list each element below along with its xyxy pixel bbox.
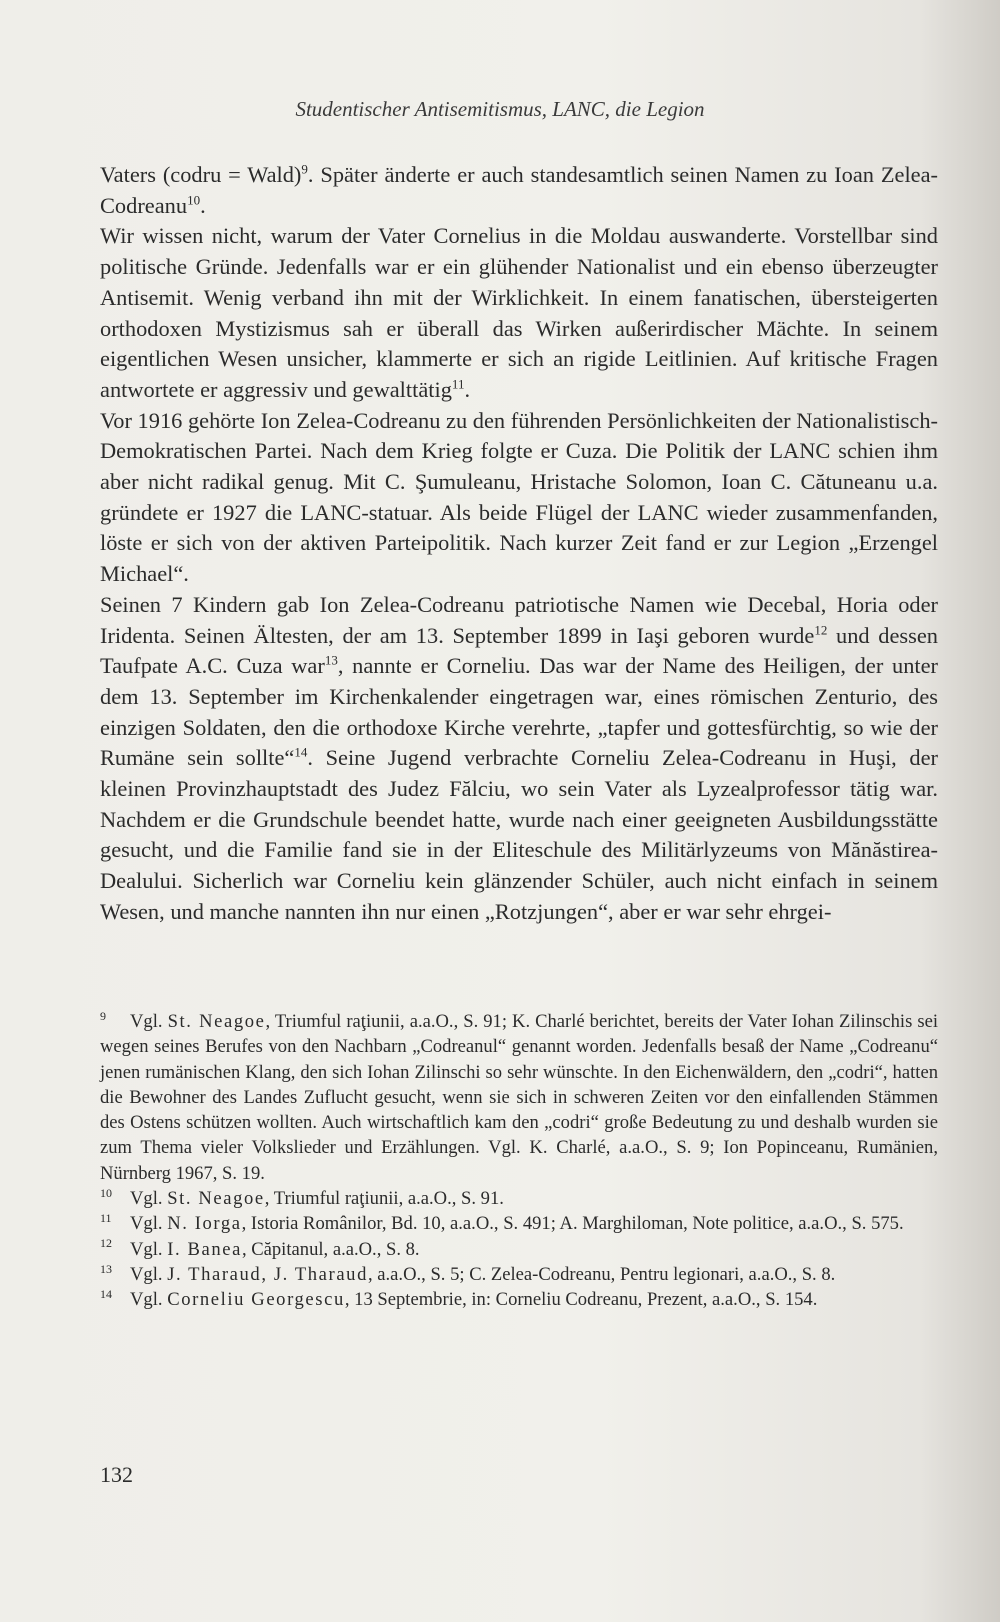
footnote: 12 Vgl. I. Banea, Căpitanul, a.a.O., S. 8. (100, 1236, 420, 1260)
footnotes (100, 1009, 938, 1313)
paragraph: Vor 1916 gehörte Ion Zelea-Codreanu zu den führenden Persönlichkeiten der Nationalistisch-Demokratischen Partei. Nach dem Krieg folgte er Cuza. Die Politik der LANC schien ihm aber nicht radikal genug. Mit C. Şumuleanu, Hristache Solomon, Ioan C. Cătuneanu u.a. gründete er 1927 die LANC-statuar. Als beide Flügel der LANC wieder zusammenfanden, löste er sich von der aktiven Parteipolitik. Nach kurzer Zeit fand er zur Legion „Erzengel Michael“. (100, 407, 938, 587)
paragraph: Seinen 7 Kindern gab Ion Zelea-Codreanu patriotische Namen wie Decebal, Horia oder Iridenta. Seinen Ältesten, der am 13. September 1899 in Iaşi geboren wurde$^{12}$ und dessen Taufpate A.C. Cuza war$^{13}$, nannte er Corneliu. Das war der Name des Heiligen, der unter dem 13. September im Kirchenkalender eingetragen war, eines römischen Zenturio, des einzigen Soldaten, den die orthodoxe Kirche verehrte, „tapfer und gottesfürchtig, so wie der Rumäne sein sollte“$^{14}$. Seine Jugend verbrachte Corneliu Zelea-Codreanu in Huşi, der kleinen Provinzhauptstadt des Judez Fălciu, wo sein Vater als Lyzealprofessor tätig war. Nachdem er die Grundschule beendet hatte, wurde nach einer geeigneten Ausbildungsstätte gesucht, und die Familie fand sie in der Eliteschule des Militärlyzeums von Mănăstirea-Dealului. Sicherlich war Corneliu kein glänzender Schüler, auch nicht einfach in seinem Wesen, und manche nannten ihn nur einen „Rotzjungen“, aber er war sehr ehrgei- (100, 591, 939, 924)
paragraph: Wir wissen nicht, warum der Vater Cornelius in die Moldau auswanderte. Vorstellbar sind politische Gründe. Jedenfalls war er ein glühender Nationalist und ein ebenso überzeugter Antisemit. Wenig verband ihn mit der Wirklichkeit. In einem fanatischen, übersteigerten orthodoxen Mystizismus sah er überall das Wirken außerirdischer Mächte. In seinem eigentlichen Wesen unsicher, klammerte er sich an rigide Leitlinien. Auf kritische Fragen antwortete er aggressiv und gewalttätig$^{11}$. (100, 223, 938, 402)
footnote-author: N. Iorga (167, 1213, 242, 1235)
footnote: 13 Vgl. J. Tharaud, J. Tharaud, a.a.O., S. 5; C. Zelea-Codreanu, Pentru legionari, a.a.O., S. 8. (100, 1261, 836, 1285)
footnote-ref: 10 (187, 192, 201, 208)
footnote: 14 Vgl. Corneliu Georgescu, 13 Septembrie, in: Corneliu Codreanu, Prezent, a.a.O., S. 154. (100, 1287, 818, 1311)
footnote-ref: 14 (294, 744, 308, 760)
paragraph: Vaters (codru = Wald)$^9$. Später änderte er auch standesamtlich seinen Namen zu Ioan Zelea-Codreanu$^{10}$. (100, 161, 938, 218)
running-header: Studentischer Antisemitismus, LANC, die Legion (295, 97, 705, 121)
footnote-ref: 13 (324, 652, 338, 668)
footnote: 11 Vgl. N. Iorga, Istoria Românilor, Bd. 10, a.a.O., S. 491; A. Marghiloman, Note politice, a.a.O., S. 575. (100, 1211, 904, 1235)
footnote: 9 Vgl. St. Neagoe, Triumful raţiunii, a.a.O., S. 91; K. Charlé berichtet, bereits der Vater Iohan Zilinschis sei wegen seines Berufes von den Nachbarn „Codreanul“ genannt worden. Jedenfalls besaß der Name „Codreanu“ jenen rumänischen Klang, den sich Iohan Zilinschi so sehr wünschte. In den Eichenwäldern, den „codri“, hatten die Bewohner des Landes Zuflucht gesucht, wenn sie sich in schweren Zeiten vor den einfallenden Stämmen des Ostens schützen wollten. Auch wirtschaftlich kam den „codri“ große Bedeutung zu und deshalb wurden sie zum Thema vieler Volkslieder und Erzählungen. Vgl. K. Charlé, a.a.O., S. 9; Ion Popinceanu, Rumänien, Nürnberg 1967, S. 19. (100, 1008, 938, 1184)
page-number: 132 (100, 1462, 133, 1487)
footnote: 10 Vgl. St. Neagoe, Triumful raţiunii, a.a.O., S. 91. (100, 1185, 504, 1210)
footnote-ref: 12 (814, 622, 828, 638)
footnote-author: St. Neagoe (167, 1188, 265, 1210)
footnote-ref: 9 (301, 161, 308, 177)
footnote-author: I. Banea (167, 1238, 242, 1260)
main-text (100, 160, 938, 928)
footnote-author: St. Neagoe (167, 1011, 266, 1032)
footnote-author: J. Tharaud, J. Tharaud (167, 1263, 368, 1285)
footnote-author: Corneliu Georgescu (167, 1289, 345, 1311)
footnote-ref: 11 (451, 376, 465, 392)
